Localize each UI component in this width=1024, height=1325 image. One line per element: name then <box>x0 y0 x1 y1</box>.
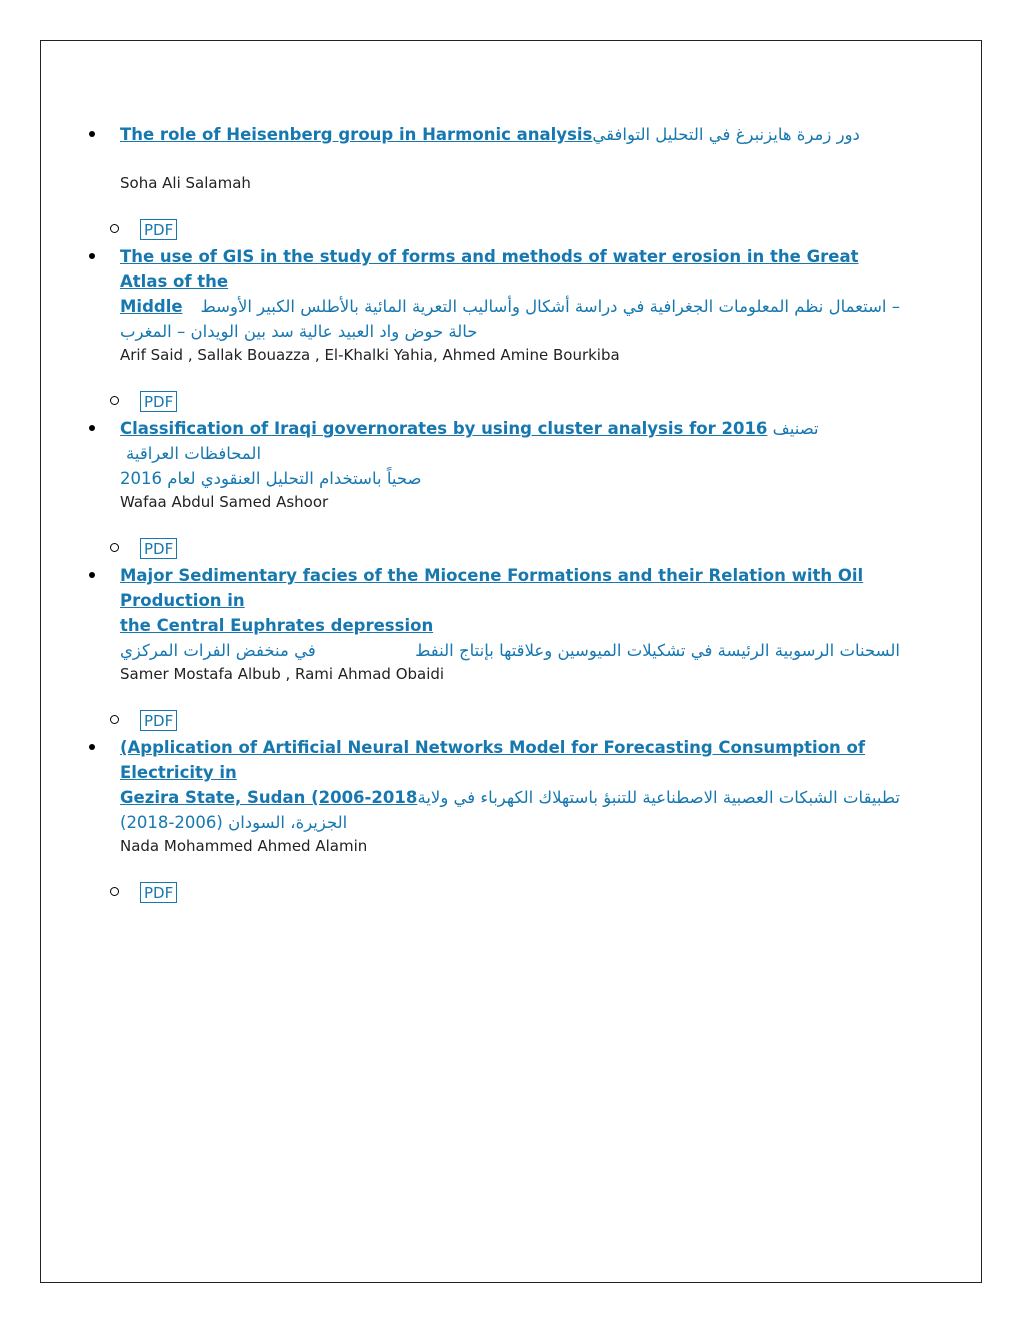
circle-marker <box>110 224 119 233</box>
article-title-arabic: في منخفض الفرات المركزي <box>120 641 316 660</box>
article-title-link[interactable]: Gezira State, Sudan (2006-2018 <box>120 788 418 807</box>
pdf-link[interactable]: PDF <box>140 219 177 240</box>
article-title <box>120 122 900 147</box>
article-authors: Samer Mostafa Albub , Rami Ahmad Obaidi <box>120 665 445 683</box>
circle-marker <box>110 887 119 896</box>
article-title-link[interactable]: Classification of Iraqi governorates by using cluster analysis for 2016 <box>120 419 768 438</box>
article-title <box>120 244 900 344</box>
pdf-row <box>110 391 190 415</box>
pdf-link[interactable]: PDF <box>140 710 177 731</box>
article-title-arabic: تصنيف المحافظات العراقية <box>126 419 819 463</box>
bullet-marker <box>88 130 98 140</box>
pdf-row <box>110 538 190 562</box>
bullet-marker <box>88 252 98 262</box>
article-authors: Soha Ali Salamah <box>120 174 251 192</box>
circle-marker <box>110 396 119 405</box>
circle-marker <box>110 715 119 724</box>
pdf-row <box>110 219 190 243</box>
article-title-arabic: – استعمال نظم المعلومات الجغرافية في دراسة أشكال وأساليب التعرية المائية بالأطلس الكبير الأوسط <box>200 297 900 316</box>
pdf-row <box>110 882 190 906</box>
article-authors: Wafaa Abdul Samed Ashoor <box>120 493 329 511</box>
article-title-link[interactable]: The role of Heisenberg group in Harmonic analysis <box>120 125 593 144</box>
article-authors: Arif Said , Sallak Bouazza , El-Khalki Yahia, Ahmed Amine Bourkiba <box>120 346 620 364</box>
pdf-link[interactable]: PDF <box>140 882 177 903</box>
bullet-marker <box>88 424 98 434</box>
article-title-link[interactable]: The use of GIS in the study of forms and methods of water erosion in the Great Atlas of the <box>120 247 859 291</box>
bullet-marker <box>88 571 98 581</box>
article-title <box>120 416 900 491</box>
bullet-marker <box>88 743 98 753</box>
article-title <box>120 563 900 663</box>
pdf-link[interactable]: PDF <box>140 538 177 559</box>
article-title-arabic: السحنات الرسوبية الرئيسة في تشكيلات الميوسين وعلاقتها بإنتاج النفط <box>415 641 900 660</box>
article-title-arabic: حالة حوض واد العبيد عالية سد بين الويدان – المغرب <box>120 322 478 341</box>
pdf-row <box>110 710 190 734</box>
article-title-arabic: تطبيقات الشبكات العصبية الاصطناعية للتنبؤ باستهلاك الكهرباء في ولاية <box>417 788 900 807</box>
article-title-link[interactable]: Major Sedimentary facies of the Miocene Formations and their Relation with Oil Production in <box>120 566 864 610</box>
article-title-link[interactable]: Middle <box>120 297 183 316</box>
article-title-arabic: الجزيرة، السودان (2006-2018) <box>120 813 348 832</box>
article-authors: Nada Mohammed Ahmed Alamin <box>120 837 368 855</box>
article-title <box>120 735 900 835</box>
pdf-link[interactable]: PDF <box>140 391 177 412</box>
article-title-arabic: دور زمرة هايزنبرغ في التحليل التوافقي <box>592 125 860 144</box>
article-title-link[interactable]: (Application of Artificial Neural Networks Model for Forecasting Consumption of Electricity in <box>120 738 866 782</box>
article-title-link[interactable]: the Central Euphrates depression <box>120 616 434 635</box>
article-title-arabic: صحياً باستخدام التحليل العنقودي لعام 2016 <box>120 469 422 488</box>
circle-marker <box>110 543 119 552</box>
